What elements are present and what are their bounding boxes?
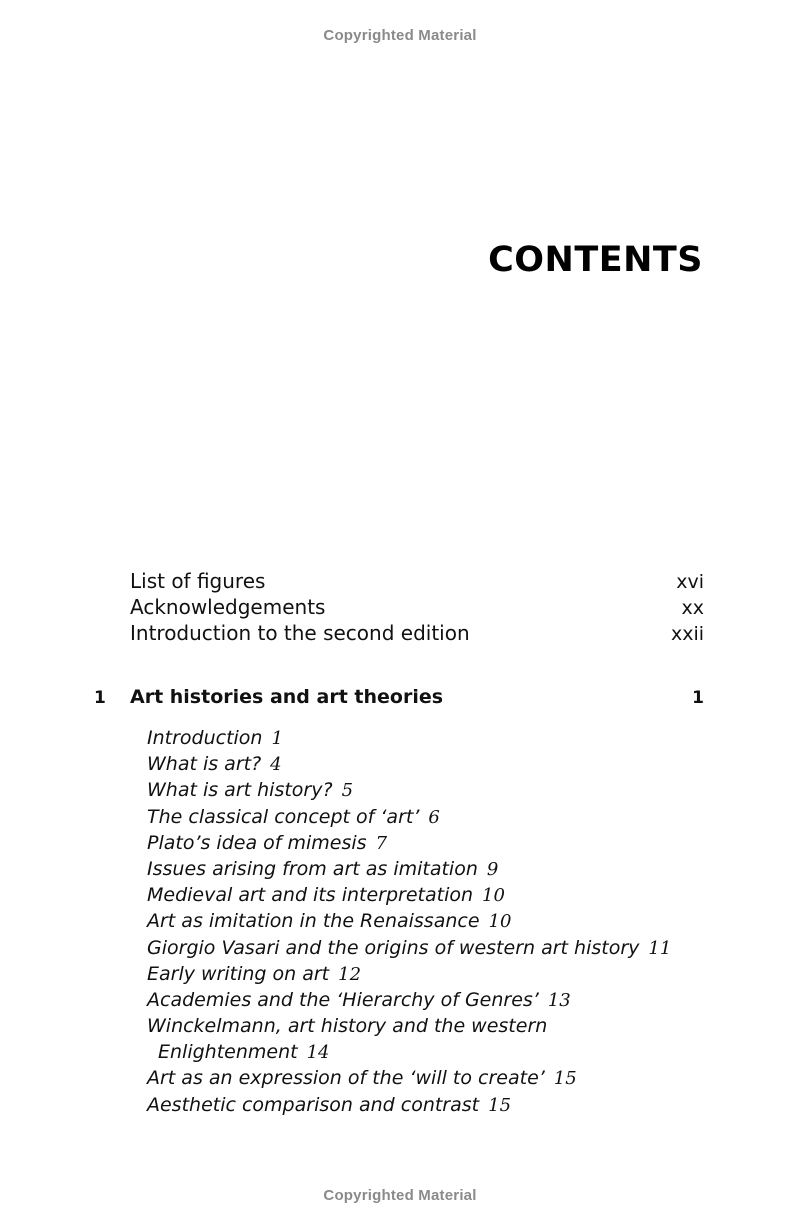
section-page: 14 [306,1042,330,1064]
section-entry [147,935,707,961]
section-page: 4 [270,754,282,776]
toc-entry-page: xvi [676,571,704,593]
section-entry [147,777,707,803]
section-title: Art as an expression of the ‘will to create’ [147,1067,545,1090]
toc-entry-title: Introduction to the second edition [130,621,470,645]
section-title: Giorgio Vasari and the origins of western art history [147,936,640,959]
section-title: Aesthetic comparison and contrast [147,1093,480,1116]
section-title: What is art history? [147,779,333,802]
section-page: 7 [375,832,388,854]
section-entry [147,804,707,830]
section-page: 10 [488,911,512,933]
toc-entry-page: xx [681,597,704,619]
toc-entry-introduction [130,621,704,647]
copyright-watermark-bottom: Copyrighted Material [323,1187,477,1204]
section-entry [147,1092,707,1118]
section-title: Plato’s idea of mimesis [147,831,367,854]
section-entry [147,908,707,934]
section-page: 15 [553,1068,577,1090]
chapter-title: Art histories and art theories [130,686,444,708]
section-entry [147,1013,707,1039]
front-matter-list [130,569,704,647]
section-title: Art as imitation in the Renaissance [147,910,480,933]
section-title: Issues arising from art as imitation [147,857,478,880]
section-entry [147,830,707,856]
section-page: 9 [486,858,499,880]
section-page: 5 [341,780,354,802]
section-title: Introduction [147,727,263,749]
section-page: 11 [648,937,672,959]
toc-entry-list-of-figures [130,569,704,595]
section-title: Medieval art and its interpretation [147,884,474,907]
section-title: Academies and the ‘Hierarchy of Genres’ [147,988,539,1011]
page-title: CONTENTS [488,240,703,280]
toc-entry-title: List of figures [130,569,266,593]
section-title-continuation: Enlightenment [158,1041,298,1064]
toc-entry-acknowledgements [130,595,704,621]
section-entry [147,1065,707,1091]
toc-entry-page: xxii [670,623,704,645]
section-title: What is art? [147,753,262,776]
section-entry [147,987,707,1013]
section-page: 12 [338,963,362,985]
section-page: 10 [482,885,505,907]
section-title: Winckelmann, art history and the western [147,1015,548,1038]
chapter-heading [94,686,704,708]
copyright-watermark-top: Copyrighted Material [323,27,477,44]
section-entry [147,882,707,908]
chapter-page: 1 [692,688,704,708]
section-title: Early writing on art [147,962,330,985]
section-entry [147,856,707,882]
chapter-number: 1 [94,688,106,708]
section-page: 13 [547,989,571,1011]
section-page: 6 [428,806,440,828]
section-entry [147,725,707,751]
section-page: 15 [488,1094,512,1116]
toc-entry-title: Acknowledgements [130,595,326,619]
section-list [147,725,707,1118]
section-entry-continuation [147,1039,707,1065]
section-entry [147,751,707,777]
section-entry [147,961,707,987]
section-title: The classical concept of ‘art’ [147,805,420,828]
section-page: 1 [271,728,283,749]
